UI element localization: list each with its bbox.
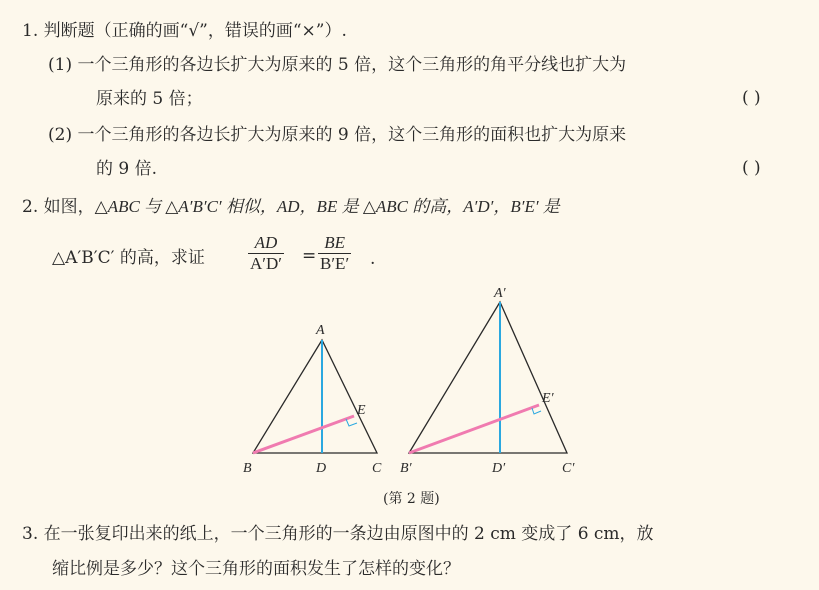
fraction-be-denominator: B′E′ bbox=[320, 254, 350, 273]
label-a: A bbox=[316, 323, 325, 338]
fraction-be-numerator: BE bbox=[318, 233, 351, 254]
triangle-abc-outline bbox=[253, 340, 377, 453]
label-d-prime: D′ bbox=[492, 461, 506, 476]
q2-equals: = bbox=[302, 246, 317, 266]
triangle-prime-outline bbox=[409, 302, 567, 453]
q1-stem: 1. 判断题（正确的画“√”，错误的画“×”）. bbox=[22, 21, 347, 41]
triangle-a-prime-b-prime-c-prime bbox=[400, 286, 575, 476]
q1-item2-answer-blank[interactable]: ( ) bbox=[742, 158, 761, 178]
label-e-prime: E′ bbox=[542, 391, 554, 406]
fraction-ad-denominator: A′D′ bbox=[250, 254, 282, 273]
right-angle-mark-e-prime bbox=[532, 408, 541, 414]
right-angle-mark-e bbox=[346, 419, 357, 426]
q2-line2-prefix: △A′B′C′ 的高，求证 bbox=[52, 248, 205, 268]
label-d: D bbox=[316, 461, 327, 476]
q1-item1-line2: 原来的 5 倍； bbox=[96, 89, 203, 109]
altitude-be bbox=[253, 416, 354, 453]
label-a-prime: A′ bbox=[494, 286, 506, 301]
label-c: C bbox=[372, 461, 382, 476]
q1-item2-line1: (2) 一个三角形的各边长扩大为原来的 9 倍，这个三角形的面积也扩大为原来 bbox=[48, 125, 627, 145]
label-b: B bbox=[243, 461, 252, 476]
q1-item2-line2: 的 9 倍. bbox=[96, 159, 158, 179]
q2-line1-prefix: 2. 如图， bbox=[22, 197, 95, 217]
q1-item1-line1: (1) 一个三角形的各边长扩大为原来的 5 倍，这个三角形的角平分线也扩大为 bbox=[48, 55, 627, 75]
q1-item1-answer-blank[interactable]: ( ) bbox=[742, 88, 761, 108]
q2-period: . bbox=[370, 249, 376, 269]
q2-line1-math: △ABC 与 △A′B′C′ 相似，AD，BE 是 △ABC 的高，A′D′，B′E′ 是 bbox=[94, 197, 560, 216]
label-e: E bbox=[357, 403, 366, 418]
q3-line2: 缩比例是多少？这个三角形的面积发生了怎样的变化？ bbox=[52, 559, 460, 579]
altitude-b-prime-e-prime bbox=[409, 405, 539, 453]
label-c-prime: C′ bbox=[562, 461, 575, 476]
fraction-ad-numerator: AD bbox=[248, 233, 284, 254]
triangle-abc bbox=[243, 323, 382, 476]
figure-caption: (第 2 题) bbox=[383, 491, 440, 507]
label-b-prime: B′ bbox=[400, 461, 412, 476]
q3-line1: 3. 在一张复印出来的纸上，一个三角形的一条边由原图中的 2 cm 变成了 6 cm，放 bbox=[22, 524, 654, 544]
